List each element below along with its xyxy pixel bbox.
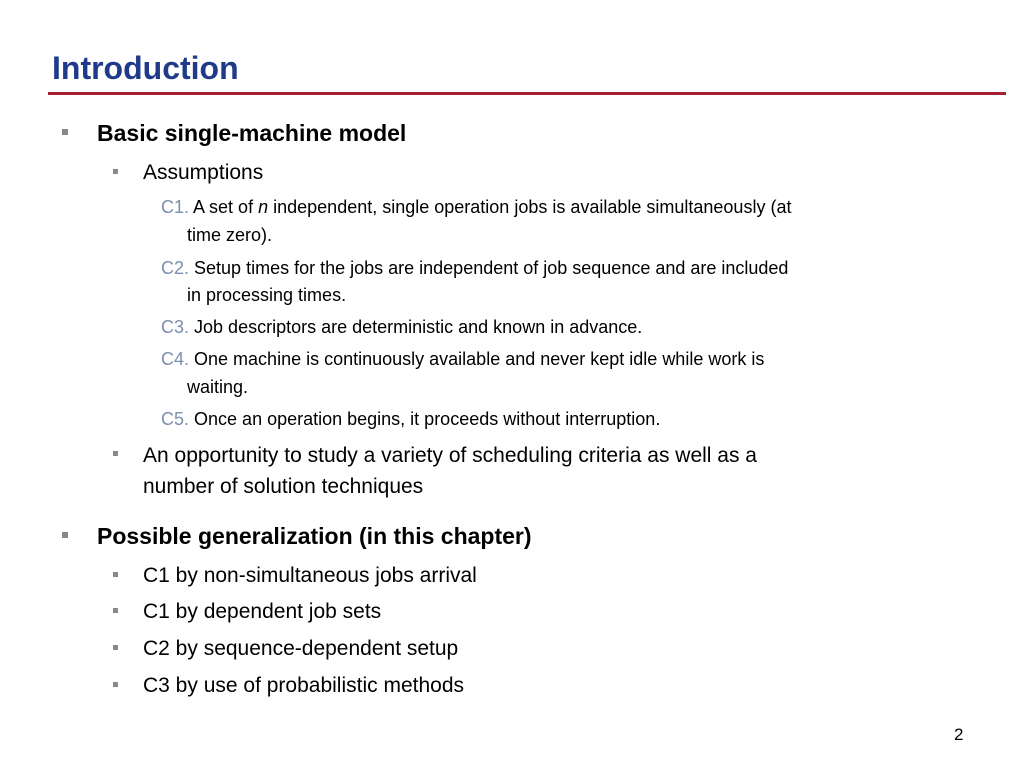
bullet-opportunity: An opportunity to study a variety of scheduling criteria as well as a: [143, 444, 757, 467]
bullet-marker: [113, 608, 118, 613]
assumption-c5: [161, 405, 660, 434]
generalization-item: C1 by non-simultaneous jobs arrival: [143, 564, 477, 587]
bullet-marker: [62, 129, 68, 135]
bullet-marker: [113, 451, 118, 456]
criterion-label: C5.: [161, 409, 190, 429]
generalization-item: C1 by dependent job sets: [143, 600, 382, 623]
bullet-opportunity-continued: number of solution techniques: [143, 475, 424, 498]
bullet-assumptions: Assumptions: [143, 161, 264, 184]
assumption-text: independent, single operation jobs is available simultaneously (at: [273, 197, 792, 217]
page-number: 2: [954, 725, 964, 744]
assumption-text: Job descriptors are deterministic and known in advance.: [194, 317, 643, 337]
title-divider: [48, 92, 1006, 95]
assumption-c4: [161, 345, 764, 374]
bullet-generalization: Possible generalization (in this chapter): [97, 523, 532, 549]
assumption-c2: [161, 254, 788, 283]
generalization-item: C2 by sequence-dependent setup: [143, 637, 459, 660]
assumption-text: One machine is continuously available and never kept idle while work is: [194, 349, 765, 369]
slide-title: Introduction: [52, 50, 239, 86]
assumption-text: A set of: [193, 197, 254, 217]
bullet-marker: [113, 682, 118, 687]
bullet-marker: [113, 169, 118, 174]
criterion-label: C1.: [161, 197, 190, 217]
bullet-basic-model: Basic single-machine model: [97, 120, 407, 146]
criterion-label: C4.: [161, 349, 190, 369]
bullet-marker: [113, 645, 118, 650]
assumption-text: Setup times for the jobs are independent of job sequence and are included: [194, 258, 789, 278]
assumption-c1: [161, 193, 791, 222]
criterion-label: C3.: [161, 317, 190, 337]
assumption-text: Once an operation begins, it proceeds without interruption.: [194, 409, 661, 429]
generalization-item: C3 by use of probabilistic methods: [143, 674, 464, 697]
assumption-c4-continued: waiting.: [187, 377, 249, 397]
assumption-c3: [161, 313, 642, 342]
assumption-c1-continued: time zero).: [187, 225, 273, 245]
bullet-marker: [113, 572, 118, 577]
assumption-italic-var: n: [258, 197, 269, 217]
assumption-c2-continued: in processing times.: [187, 285, 347, 305]
criterion-label: C2.: [161, 258, 190, 278]
bullet-marker: [62, 532, 68, 538]
